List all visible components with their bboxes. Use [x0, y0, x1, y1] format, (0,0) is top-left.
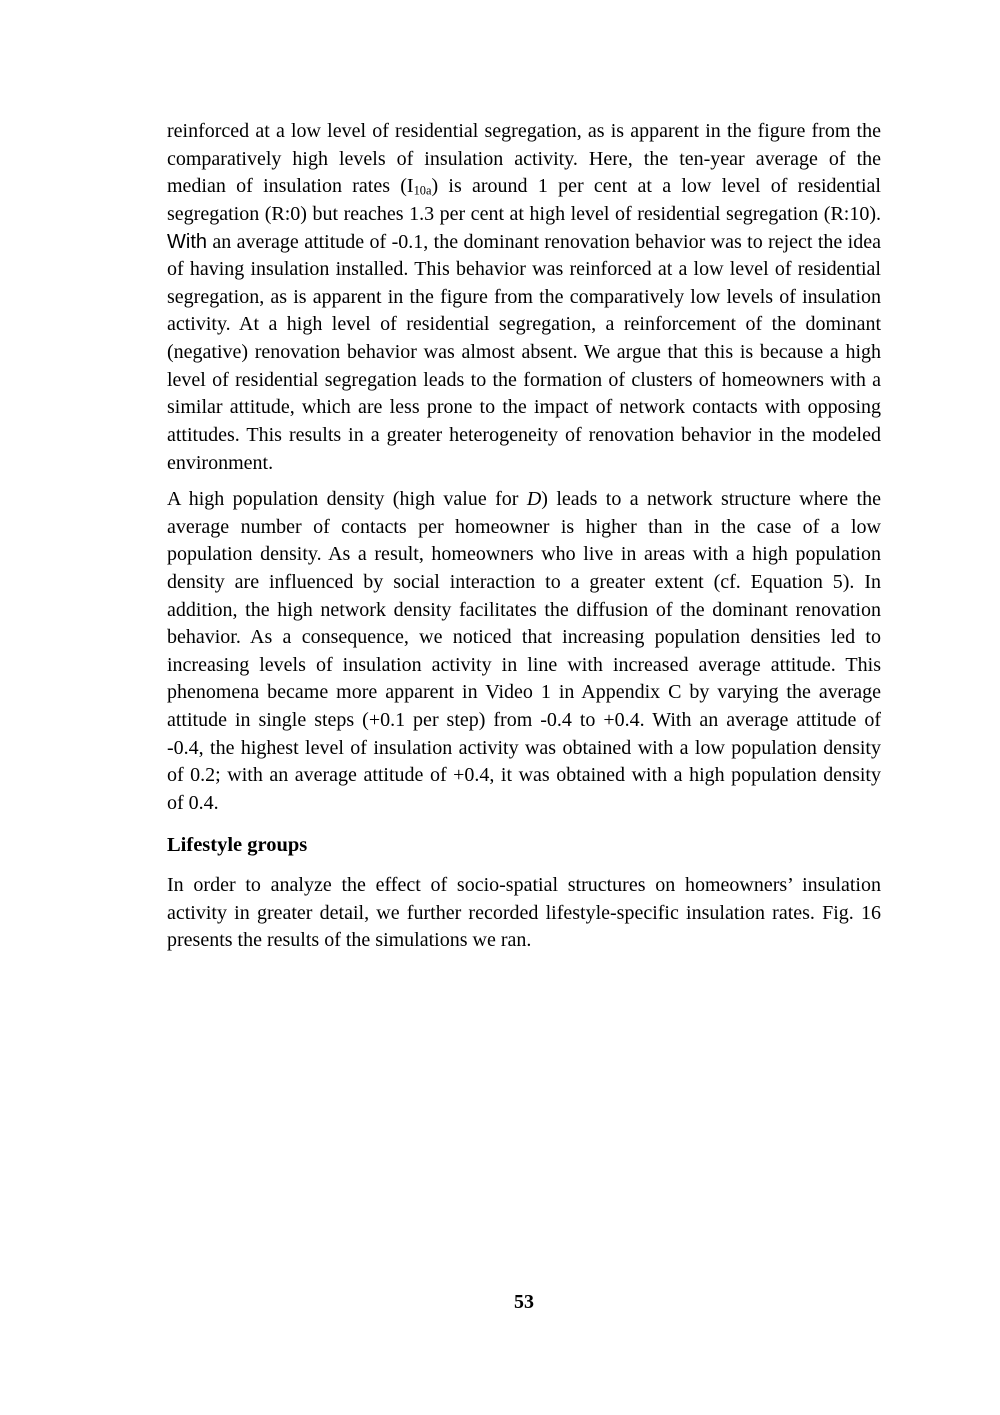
text-segment: In order to analyze the effect of socio-spatial structures on homeowners’ insulation [167, 874, 881, 896]
text-segment: A high population density (high value for [167, 488, 527, 510]
paragraph-insulation-segregation [167, 118, 881, 477]
text-line [167, 872, 881, 900]
text-segment: of having insulation installed. This behavior was reinforced at a low level of residential [167, 258, 881, 281]
text-line [167, 652, 881, 680]
text-line [167, 624, 881, 652]
text-segment: similar attitude, which are less prone to the impact of network contacts with opposing [167, 396, 881, 419]
text-line [167, 707, 881, 735]
text-line [167, 679, 881, 707]
text-segment: addition, the high network density facilitates the diffusion of the dominant renovation [167, 598, 881, 621]
text-line [167, 790, 881, 818]
text-line [167, 900, 881, 928]
text-segment: segregation, as is apparent in the figure from the comparatively low levels of insulation [167, 285, 881, 308]
text-segment: density are influenced by social interaction to a greater extent (cf. Equation 5). In [167, 570, 881, 593]
text-segment: of 0.2; with an average attitude of +0.4, it was obtained with a high population density [167, 764, 881, 787]
text-segment: increasing levels of insulation activity in line with increased average attitude. This [167, 653, 881, 676]
text-segment: segregation (R:0) but reaches 1.3 per cent at high level of residential segregation (R:10). [167, 202, 881, 225]
text-segment: attitude in single steps (+0.1 per step) from -0.4 to +0.4. With an average attitude of [167, 709, 881, 732]
text-segment: D [526, 488, 542, 510]
text-segment: attitudes. This results in a greater heterogeneity of renovation behavior in the modeled [167, 424, 881, 447]
text-line [167, 173, 881, 201]
section-heading-lifestyle-groups: Lifestyle groups [167, 834, 308, 856]
text-segment: median of insulation rates (I [167, 175, 414, 198]
text-line [167, 256, 881, 284]
text-line [167, 367, 881, 395]
page-number: 53 [514, 1291, 534, 1313]
text-line [167, 569, 881, 597]
text-line [167, 118, 881, 146]
text-line [167, 514, 881, 542]
text-line [167, 146, 881, 174]
text-line [167, 762, 881, 790]
text-line [167, 201, 881, 229]
text-segment: With [167, 230, 207, 253]
text-line [167, 597, 881, 625]
text-segment: ) leads to a network structure where the [541, 488, 881, 510]
text-segment: phenomena became more apparent in Video 1 in Appendix C by varying the average [167, 681, 881, 704]
text-segment: an average attitude of -0.1, the dominant renovation behavior was to reject the idea [207, 230, 881, 253]
text-line [167, 284, 881, 312]
text-segment: behavior. As a consequence, we noticed that increasing population densities led to [167, 626, 881, 649]
paragraph-population-density [167, 486, 881, 818]
text-segment: (negative) renovation behavior was almost absent. We argue that this is because a high [167, 341, 881, 364]
text-segment: 10a [413, 184, 432, 198]
paragraph-lifestyle-intro [167, 872, 881, 955]
text-line [167, 927, 881, 955]
text-segment: activity. At a high level of residential segregation, a reinforcement of the dominant [167, 313, 881, 336]
text-segment: of 0.4. [167, 792, 219, 815]
text-line [167, 422, 881, 450]
text-segment: environment. [167, 451, 274, 474]
text-line [167, 339, 881, 367]
text-segment: reinforced at a low level of residential segregation, as is apparent in the figure from the [167, 120, 881, 142]
text-line [167, 394, 881, 422]
text-line [167, 486, 881, 514]
text-segment: level of residential segregation leads to the formation of clusters of homeowners with a [167, 368, 881, 391]
text-segment: comparatively high levels of insulation activity. Here, the ten-year average of the [167, 147, 881, 170]
text-line [167, 735, 881, 763]
text-segment: average number of contacts per homeowner is higher than in the case of a low [167, 515, 881, 538]
text-segment: ) is around 1 per cent at a low level of residential [431, 175, 881, 198]
text-line [167, 541, 881, 569]
text-segment: population density. As a result, homeowners who live in areas with a high population [167, 543, 881, 566]
text-line [167, 311, 881, 339]
text-segment: activity in greater detail, we further recorded lifestyle-specific insulation rates. Fig. 16 [167, 901, 881, 924]
text-line [167, 229, 881, 257]
text-segment: -0.4, the highest level of insulation activity was obtained with a low population density [167, 736, 881, 759]
text-segment: presents the results of the simulations we ran. [167, 929, 532, 952]
text-line [167, 450, 881, 478]
